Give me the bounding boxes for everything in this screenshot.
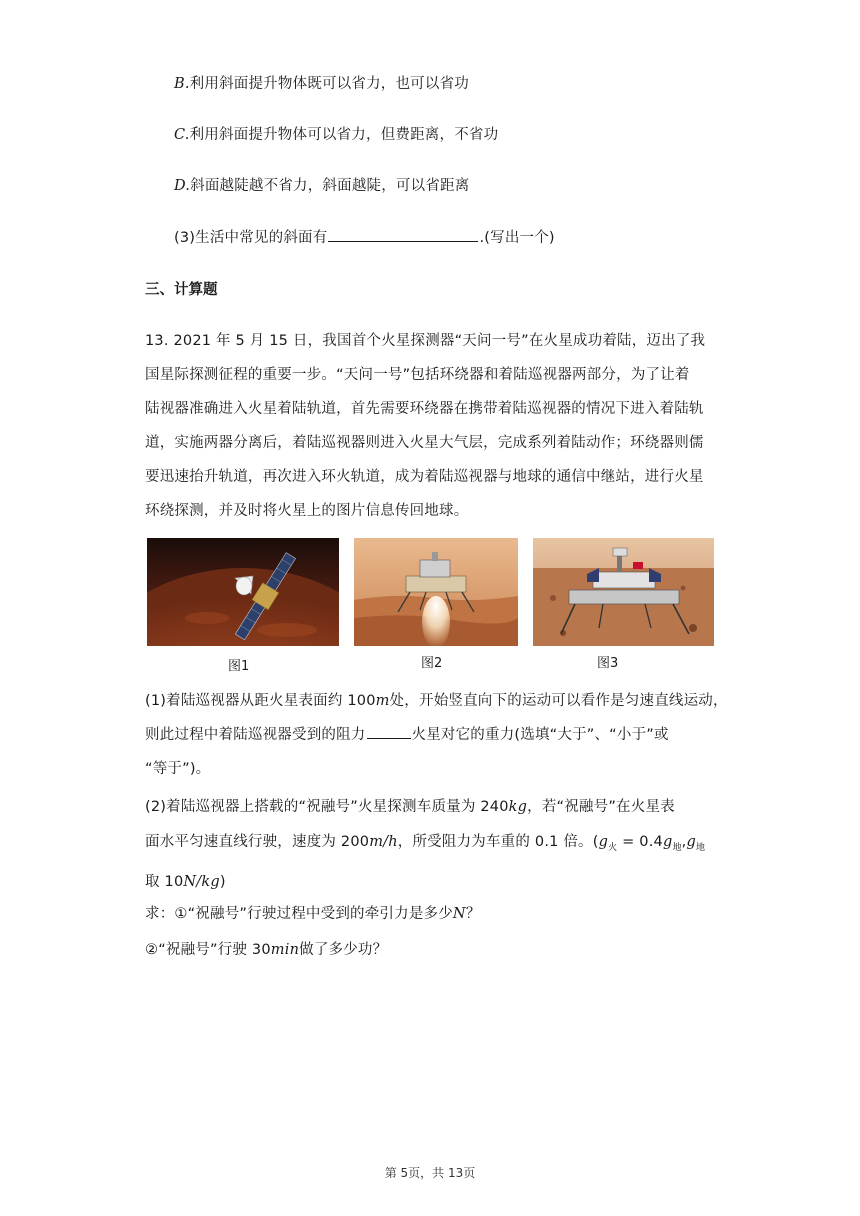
- text-segment: (2)着陆巡视器上搭载的“祝融号”火星探测车质量为: [145, 799, 481, 815]
- figure-3-caption: 图3: [597, 656, 619, 671]
- figure-1-orbiter-image: [147, 538, 339, 646]
- q13-ask-2: [145, 938, 387, 959]
- unit-n-per-kg: N/kg: [183, 874, 220, 890]
- text-segment: 求：①“祝融号”行驶过程中受到的牵引力是多少: [145, 906, 453, 922]
- g-earth-subscript: 地: [672, 842, 682, 853]
- q13-part2-line1: [145, 795, 675, 816]
- speed-value: 200: [340, 834, 370, 850]
- option-d-letter: D.: [174, 178, 191, 194]
- figure-1-caption: 图1: [228, 659, 250, 674]
- q12-part3-prefix: (3)生活中常见的斜面有: [174, 230, 328, 246]
- option-b: [174, 72, 469, 93]
- figure-3-rover-image: [533, 538, 714, 646]
- answer-blank[interactable]: [328, 240, 478, 242]
- option-c-letter: C.: [174, 127, 190, 143]
- option-b-letter: B.: [174, 76, 190, 92]
- text-segment: ): [219, 874, 226, 890]
- g-earth-symbol: g: [686, 834, 696, 850]
- unit-m-per-h: m/h: [369, 834, 398, 850]
- q13-part1-line3: “等于”)。: [145, 761, 211, 777]
- text-segment: 则此过程中着陆巡视器受到的阻力: [145, 727, 366, 743]
- q13-ask-1: [145, 902, 481, 923]
- option-d-text: 斜面越陡越不省力，斜面越陡，可以省距离: [190, 178, 470, 194]
- q13-intro-line: 国星际探测征程的重要一步。“天问一号”包括环绕器和着陆巡视器两部分，为了让着: [145, 367, 690, 383]
- q13-part2-line3: [145, 870, 226, 891]
- unit-kg: kg: [508, 799, 528, 815]
- text-segment: ,: [681, 834, 687, 850]
- text-segment: 做了多少功？: [299, 942, 388, 958]
- mass-value: 240: [480, 799, 509, 815]
- q13-intro-line: 陆视器准确进入火星着陆轨道，首先需要环绕器在携带着陆巡视器的情况下进入着陆轨: [145, 401, 704, 417]
- figure-2-caption: 图2: [421, 656, 443, 671]
- g-value: 10: [164, 874, 184, 890]
- q12-part3: [174, 226, 555, 247]
- g-mars-subscript: 火: [608, 842, 618, 853]
- q12-part3-suffix: .(写出一个): [479, 230, 555, 246]
- q13-part1-line2: [145, 723, 669, 744]
- q13-part2-line2: [145, 830, 705, 853]
- unit-m: m: [375, 693, 390, 709]
- g-earth-subscript: 地: [695, 842, 706, 853]
- q13-intro-line: 要迅速抬升轨道，再次进入环火轨道，成为着陆巡视器与地球的通信中继站，进行火星: [145, 469, 704, 485]
- q13-intro-line: 环绕探测，并及时将火星上的图片信息传回地球。: [145, 503, 469, 519]
- text-segment: 取: [145, 874, 165, 890]
- option-d: [174, 174, 469, 195]
- option-b-text: 利用斜面提升物体既可以省力，也可以省功: [189, 76, 469, 92]
- text-segment: ②“祝融号”行驶 30: [145, 942, 271, 958]
- text-segment: (1)着陆巡视器从距火星表面约: [145, 693, 348, 709]
- q13-intro-line: 13. 2021 年 5 月 15 日，我国首个火星探测器“天问一号”在火星成功着陆，迈出了我: [145, 333, 706, 349]
- g-earth-symbol: g: [662, 834, 673, 850]
- g-mars-symbol: g: [598, 834, 609, 850]
- unit-min: min: [270, 942, 300, 958]
- text-segment: = 0.4: [617, 834, 663, 850]
- text-segment: 处，开始竖直向下的运动可以看作是匀速直线运动，: [389, 693, 728, 709]
- page-footer: 第 5页，共 13页: [384, 1166, 476, 1180]
- unit-n: N: [452, 906, 466, 922]
- text-segment: 火星对它的重力(选填“大于”、“小于”或: [411, 727, 669, 743]
- height-value: 100: [347, 693, 376, 709]
- option-c: [174, 123, 498, 144]
- q13-part1-line1: [145, 689, 728, 710]
- q13-intro-line: 道，实施两器分离后，着陆巡视器则进入火星大气层，完成系列着陆动作；环绕器则儒: [145, 435, 704, 451]
- text-segment: 面水平匀速直线行驶，速度为: [145, 834, 341, 850]
- text-segment: ，所受阻力为车重的 0.1 倍。(: [397, 834, 599, 850]
- answer-blank[interactable]: [367, 737, 411, 739]
- option-c-text: 利用斜面提升物体可以省力，但费距离，不省功: [189, 127, 499, 143]
- text-segment: ，若“祝融号”在火星表: [527, 799, 675, 815]
- text-segment: ？: [465, 906, 481, 922]
- section-title: 三、计算题: [145, 282, 218, 298]
- figure-2-lander-image: [354, 538, 518, 646]
